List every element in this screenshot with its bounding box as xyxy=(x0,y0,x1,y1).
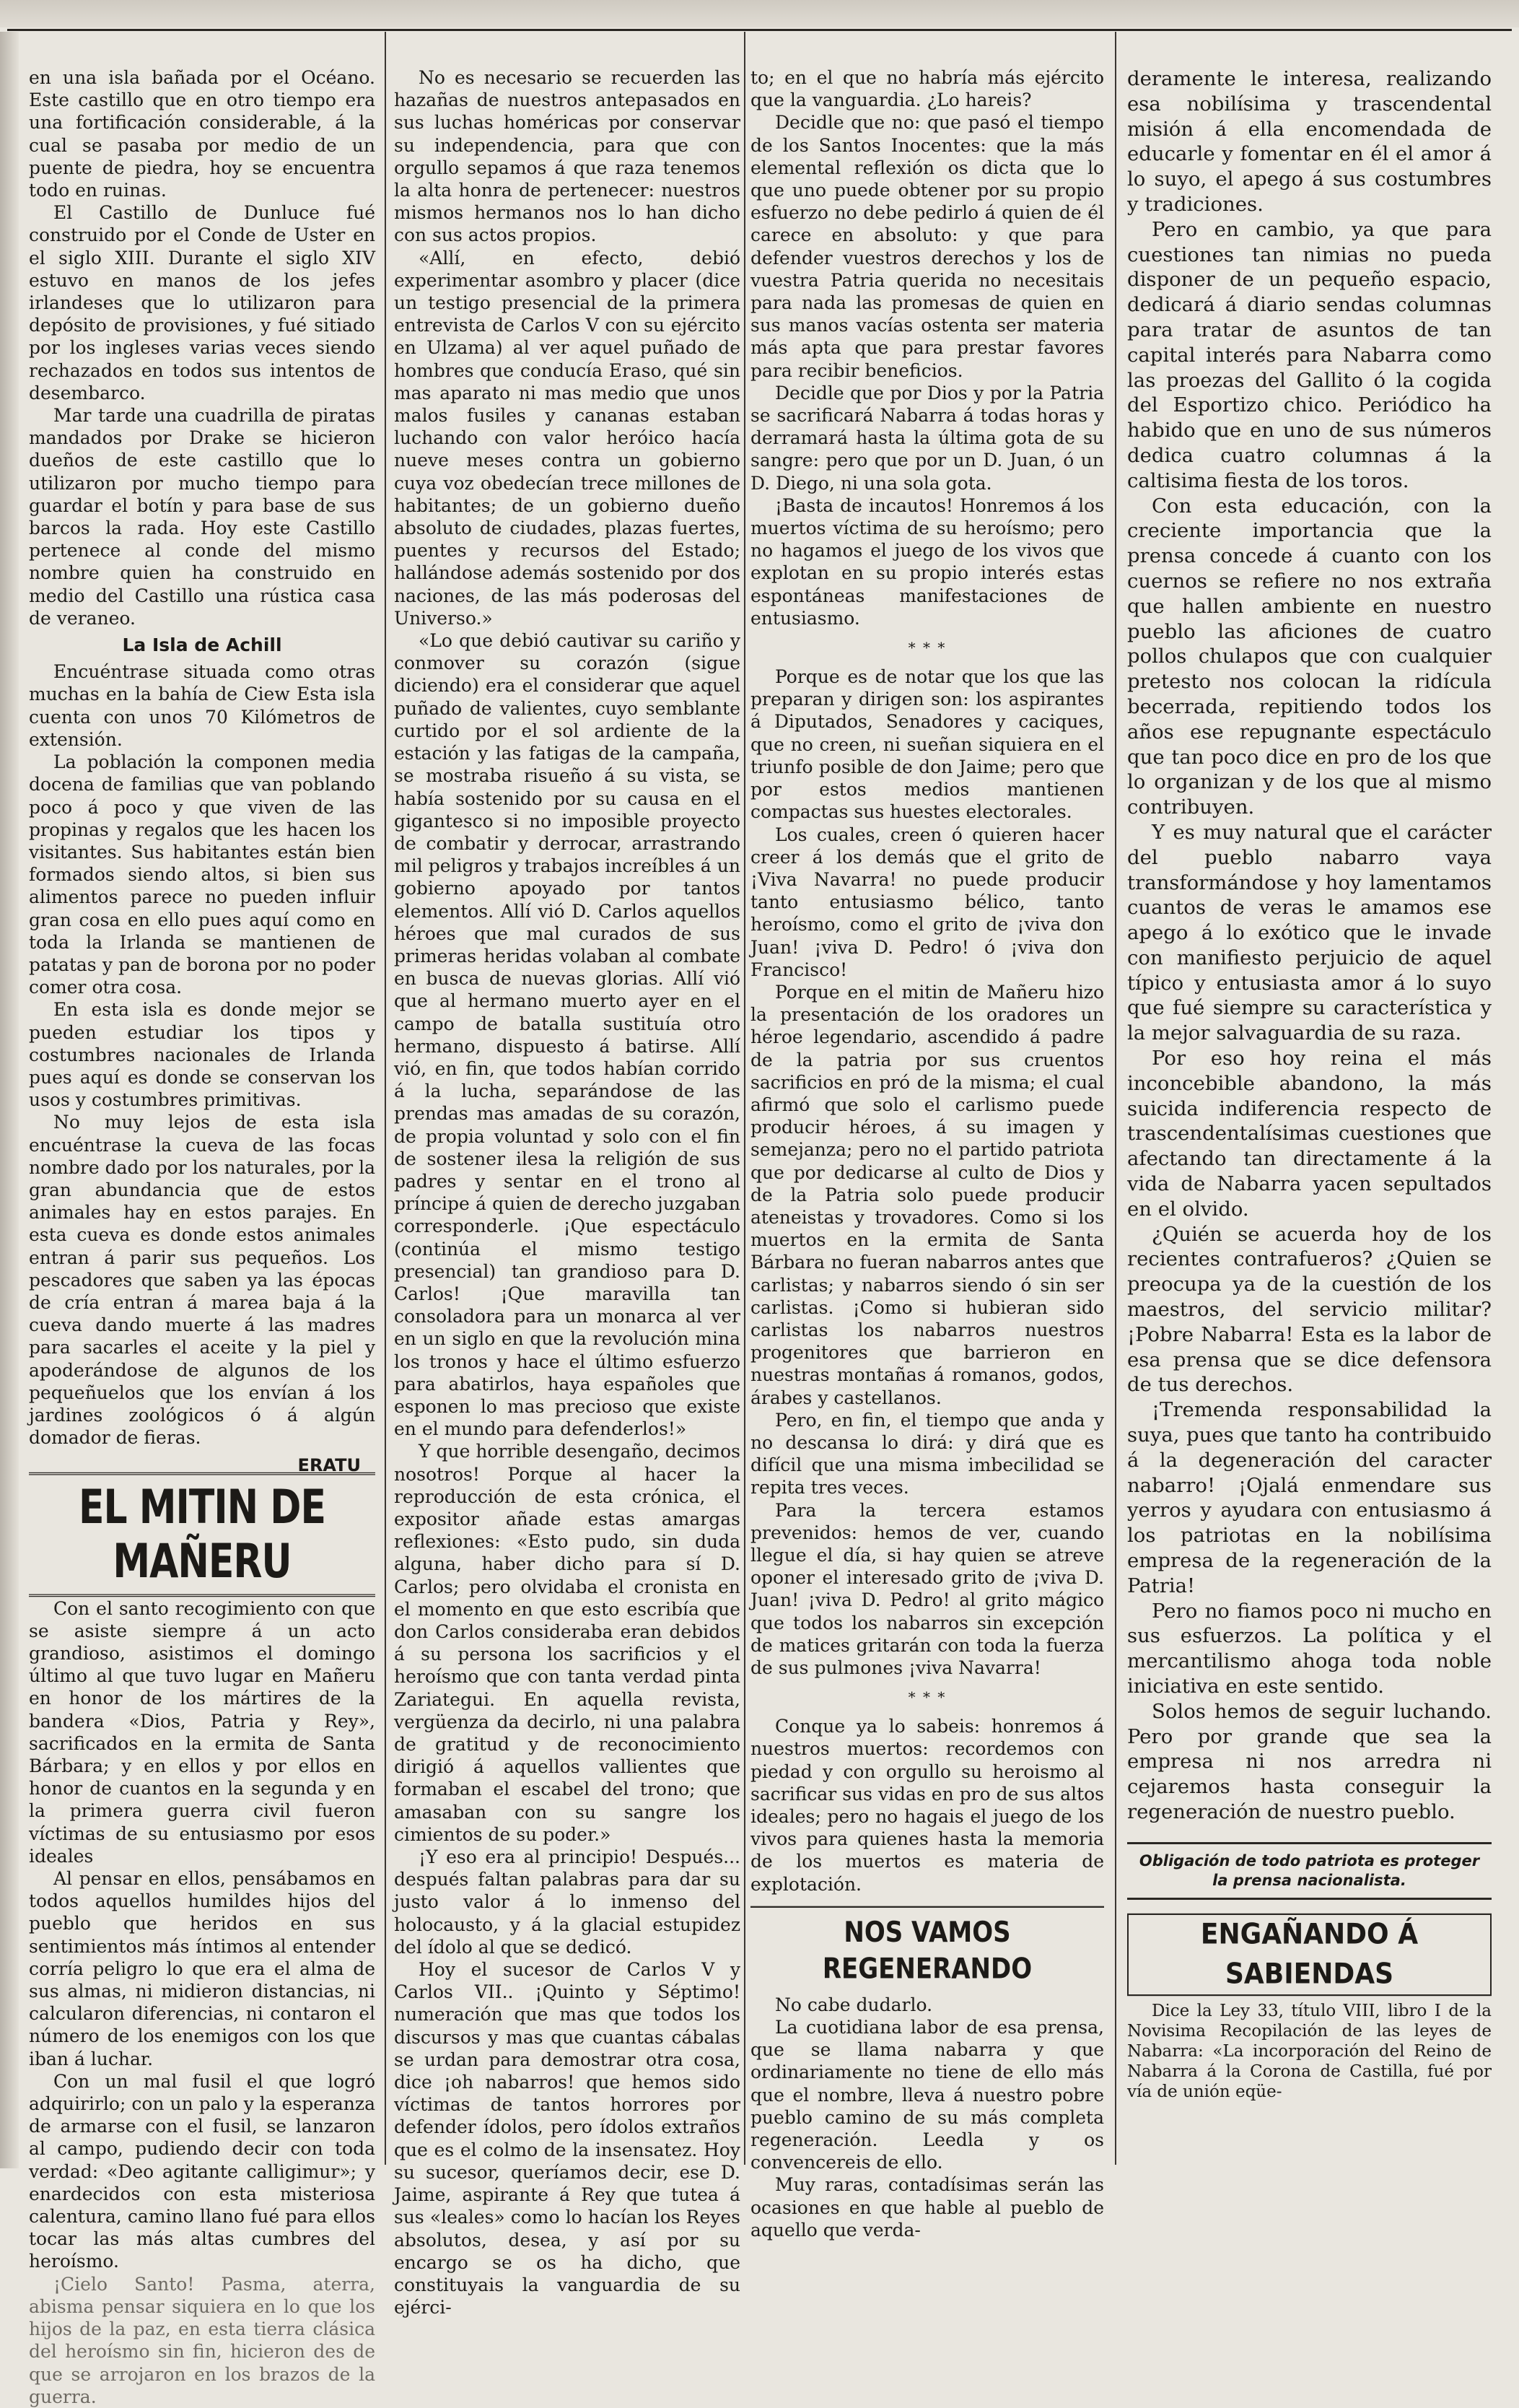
column-2 xyxy=(394,66,740,2318)
article-headline: ENGAÑANDO Á SABIENDAS xyxy=(1127,1914,1492,1996)
column-3 xyxy=(750,66,1104,2241)
boxed-notice: Obligación de todo patriota es proteger la prensa nacionalista. xyxy=(1127,1842,1492,1900)
paragraph: No muy lejos de esta isla encuéntrase la cueva de las focas nombre dado por los naturales, por la gran abundancia que de estos animales hay en estos parajes. En esta cueva es donde estos animales entran á parir sus pequeños. Los pescadores que saben ya las épocas de cría entran á marea baja á la cueva dando muerte á las madres para sacarles el aceite y la piel y apoderándose de algunos de los pequeñuelos que los envían á los jardines zoológicos ó á algún domador de fieras. xyxy=(29,1112,375,1449)
paragraph: Para la tercera estamos prevenidos: hemos de ver, cuando llegue el día, si hay quien se atreve oponer el interesado grito de ¡viva D. Juan! ¡viva D. Pedro! al grito mágico que todos los nabarros sin excepción de matices gritarán con toda la fuerza de sus pulmones ¡viva Navarra! xyxy=(750,1499,1104,1679)
column-rule-2 xyxy=(744,32,745,2165)
article-headline: EL MITIN DE MAÑERU xyxy=(29,1472,375,1597)
paragraph: «Lo que debió cautivar su cariño y conmover su corazón (sigue diciendo) era el considerar que aquel puñado de valientes, cuyo semblante curtido por el sol ardiente de la estación y las fatigas de la campaña, se mostraba risueño á su vista, se había sostenido por su causa en el gigantesco si no imposible proyecto de combatir y derrocar, arrastrando mil peligros y trabajos increíbles á un gobierno apoyado por tantos elementos. Allí vió D. Carlos aquellos héroes que mal curados de sus primeras heridas volaban al combate en busca de nuevas glorias. Allí vió que al hermano muerto ayer en el campo de batalla sustituía otro hermano, dispuesto á batirse. Allí vió, en fin, que todos habían corrido á la lucha, separándose de las prendas mas amadas de su corazón, de propia voluntad y solo con el fin de sostener ilesa la religión de sus padres y sentar en el trono al príncipe á quien de derecho juzgaban corresponderle. ¡Que espectáculo (continúa el mismo testigo presencial) tan grandioso para D. Carlos! ¡Que maravilla tan consoladora para un monarca al ver en un siglo en que la revolución mina los tronos y hace el último esfuerzo para abatirlos, haya españoles que esponen lo mas precioso que existe en el mundo para defenderlos!» xyxy=(394,630,740,1440)
paragraph: Porque es de notar que los que las preparan y dirigen son: los aspirantes á Diputados, Senadores y caciques, que no creen, ni sueñan siquiera en el triunfo posible de don Jaime; pero que por estos medios mantienen compactas sus huestes electorales. xyxy=(750,666,1104,823)
article-headline: NOS VAMOS REGENERANDO xyxy=(750,1906,1104,1987)
section-divider-asterisks: * * * xyxy=(908,639,947,657)
paragraph: to; en el que no habría más ejército que la vanguardia. ¿Lo hareis? xyxy=(750,67,1104,111)
column-1 xyxy=(29,66,375,2408)
paragraph: ¡Cielo Santo! Pasma, aterra, abisma pensar siquiera en lo que los hijos de la paz, en esta tierra clásica del heroísmo sin fin, hicieron des de que se arrojaron en los brazos de la guerra. xyxy=(29,2273,375,2407)
column-4 xyxy=(1127,66,1492,2102)
paragraph: Conque ya lo sabeis: honremos á nuestros muertos: recordemos con piedad y con orgullo su heroismo al sacrificar sus vidas en pro de sus altos ideales; pero no hagais el juego de los vivos para quienes hasta la memoria de los muertos es materia de explotación. xyxy=(750,1716,1104,1895)
paragraph: Decidle que por Dios y por la Patria se sacrificará Nabarra á todas horas y derramará hasta la última gota de su sangre: pero que por un D. Juan, ó un D. Diego, ni una sola gota. xyxy=(750,382,1104,494)
paragraph: Pero en cambio, ya que para cuestiones tan nimias no pueda disponer de un pequeño espacio, dedicará á diario sendas columnas para tratar de asuntos de tan capital interés para Nabarra como las proezas del Gallito ó la cogida del Esportizo chico. Periódico ha habido que en uno de sus números dedica cuatro columnas á la caltisima fiesta de los toros. xyxy=(1127,217,1492,492)
paragraph: El Castillo de Dunluce fué construido por el Conde de Uster en el siglo XIII. Durante el siglo XIV estuvo en manos de los jefes irlandeses que lo utilizaron para depósito de provisiones, y fué sitiado por los ingleses varias veces siendo rechazados en todos sus intentos de desembarco. xyxy=(29,202,375,403)
paragraph: No cabe dudarlo. xyxy=(775,1994,933,2015)
paragraph: Mar tarde una cuadrilla de piratas mandados por Drake se hicieron dueños de este castillo que lo utilizaron por mucho tiempo para guardar el botín y para base de sus barcos la rada. Hoy este Castillo pertenece al conde del mismo nombre quien ha construido en medio del Castillo una rústica casa de veraneo. xyxy=(29,405,375,629)
paragraph: No es necesario se recuerden las hazañas de nuestros antepasados en sus luchas homéricas por conservar su independencia, para que con orgullo sepamos á que raza tenemos la alta honra de pertenecer: nuestros mismos hermanos nos lo han dicho con sus actos propios. xyxy=(394,67,740,246)
paragraph: Con esta educación, con la creciente importancia que la prensa concede á cuanto con los cuernos se refiere no nos extraña que hallen ambiente en nuestro pueblo las aficiones de cuatro pollos chulapos que con cualquier pretesto nos colocan la ridícula becerrada, repitiendo todos los años ese repugnante espectáculo que tan poco dice en pro de los que lo organizan y de los que al mismo contribuyen. xyxy=(1127,494,1492,819)
paragraph: ¡Tremenda responsabilidad la suya, pues que tanto ha contribuido á la degeneración del caracter nabarro! ¡Ojalá enmendare sus yerros y ayudara con entusiasmo á los patriotas en la nobilísima empresa de la regeneración de la Patria! xyxy=(1127,1398,1492,1597)
author-signature: ERATU xyxy=(297,1455,361,1476)
paragraph: Decidle que no: que pasó el tiempo de los Santos Inocentes: que la más elemental reflexión os dicta que lo que uno puede obtener por su propio esfuerzo no debe pedirlo á quien de él carece en absoluto: y que para defender vuestros derechos y los de vuestra Patria querida no necesitais para nada las promesas de quien en sus manos vacías ostenta ser materia más apta que para prestar favores para recibir beneficios. xyxy=(750,112,1104,381)
column-rule-3 xyxy=(1115,32,1116,2165)
paragraph: ¡Basta de incautos! Honremos á los muertos víctima de su heroísmo; pero no hagamos el juego de los vivos que explotan en su propio interés estas espontáneas manifestaciones de entusiasmo. xyxy=(750,494,1104,629)
paragraph: Encuéntrase situada como otras muchas en la bahía de Ciew Esta isla cuenta con unos 70 Kilómetros de extensión. xyxy=(29,661,375,750)
paragraph: Los cuales, creen ó quieren hacer creer á los demás que el grito de ¡Viva Navarra! no puede producir tanto entusiasmo bélico, tanto heroísmo, como el grito de ¡viva don Juan! ¡viva D. Pedro! ó ¡viva don Francisco! xyxy=(750,824,1104,980)
left-binding-shadow xyxy=(0,32,19,2168)
paragraph: Pero no fiamos poco ni mucho en sus esfuerzos. La política y el mercantilismo ahoga toda noble iniciativa en este sentido. xyxy=(1127,1599,1492,1698)
paragraph: La cuotidiana labor de esa prensa, que se llama nabarra y que ordinariamente no tiene de ello más que el nombre, lleva á nuestro pobre pueblo camino de su más completa regeneración. Leedla y os convencereis de ello. xyxy=(750,2017,1104,2173)
page-top-edge xyxy=(0,0,1519,27)
paragraph: Porque en el mitin de Mañeru hizo la presentación de los oradores un héroe legendario, ascendido á padre de la patria por sus cruentos sacrificios en pró de la misma; el cual afirmó que solo el carlismo puede producir héroes, á su imagen y semejanza; pero no el partido patriota que por dedicarse al culto de Dios y de la Patria solo puede producir ateneistas y trovadores. Como si los muertos en la ermita de Santa Bárbara no fueran nabarros antes que carlistas; y nabarros siendo ó sin ser carlistas. ¡Como si hubieran sido carlistas los nabarros nuestros progenitores que barrieron en nuestras montañas á romanos, godos, árabes y castellanos. xyxy=(750,981,1104,1408)
paragraph: Y es muy natural que el carácter del pueblo nabarro vaya transformándose y hoy lamentamos cuantos de veras le amamos ese apego á lo exótico que le invade con manifiesto perjuicio de aquel típico y entusiasta amor á lo suyo que fué siempre su característica y la mejor salvaguardia de su raza. xyxy=(1127,820,1492,1045)
column-rule-1 xyxy=(385,32,386,2165)
paragraph: Y que horrible desengaño, decimos nosotros! Porque al hacer la reproducción de esta crónica, el expositor añade estas amargas reflexiones: «Esto pudo, sin duda alguna, haber dicho para sí D. Carlos; pero olvidaba el cronista en el momento en que esto escribía que don Carlos consideraba eran debidos á su persona los sacrificios y el heroísmo que con tanta verdad pinta Zariategui. En aquella revista, vergüenza da decirlo, ni una palabra de gratitud y de reconocimiento dirigió á aquellos vallientes que formaban el escabel del trono; que amasaban con su sangre los cimientos de su poder.» xyxy=(394,1441,740,1845)
paragraph: La población la componen media docena de familias que van poblando poco á poco y que viven de las propinas y regalos que les hacen los visitantes. Sus habitantes están bien formados siendo altos, si bien sus alimentos parece no pueden influir gran cosa en ello pues aquí como en toda la Irlanda se mantienen de patatas y pan de borona por no poder comer otra cosa. xyxy=(29,751,375,998)
paragraph: Muy raras, contadísimas serán las ocasiones en que hable al pueblo de aquello que verda- xyxy=(750,2174,1104,2241)
paragraph: «Allí, en efecto, debió experimentar asombro y placer (dice un testigo presencial de la primera entrevista de Carlos V con su ejército en Ulzama) al ver aquel puñado de hombres que conducía Eraso, qué sin mas aparato ni mas medio que unos malos fusiles y cananas estaban luchando con valor heróico hacía nueve meses contra un gobierno cuya voz obedecían trece millones de habitantes; de un gobierno dueño absoluto de ciudades, plazas fuertes, puentes y recursos del Estado; hallándose además sostenido por dos naciones, de las más poderosas del Universo.» xyxy=(394,247,740,629)
paragraph: Hoy el sucesor de Carlos V y Carlos VII.. ¡Quinto y Séptimo! numeración que mas que todos los discursos y mas que cuantas cábalas se urdan para demostrar otra cosa, dice ¡oh nabarros! que hemos sido víctimas de tantos horrores por defender ídolos, pero ídolos extraños que es el colmo de la insensatez. Hoy su sucesor, queríamos decir, ese D. Jaime, aspirante á Rey que tutea á sus «leales» como lo hacían los Reyes absolutos, desea, y así por su encargo se os ha dicho, que constituyais la vanguardia de su ejérci- xyxy=(394,1959,740,2318)
paragraph: Pero, en fin, el tiempo que anda y no descansa lo dirá: y dirá que es difícil que una misma imbecilidad se repita tres veces. xyxy=(750,1409,1104,1499)
paragraph: Con un mal fusil el que logró adquirirlo; con un palo y la esperanza de armarse con el fusil, se lanzaron al campo, pudiendo decir con toda verdad: «Deo agitante calligimur»; y enardecidos con esta misteriosa calentura, camino llano fué para ellos tocar las más altas cumbres del heroísmo. xyxy=(29,2070,375,2272)
paragraph: ¿Quién se acuerda hoy de los recientes contrafueros? ¿Quien se preocupa ya de la cuestión de los maestros, del servicio militar? ¡Pobre Nabarra! Esta es la labor de esa prensa que se dice defensora de tus derechos. xyxy=(1127,1222,1492,1397)
paragraph: Dice la Ley 33, título VIII, libro I de la Novisima Recopilación de las leyes de Nabarra: «La incorporación del Reino de Nabarra á la Corona de Castilla, fué por vía de unión eqüe- xyxy=(1127,2001,1492,2101)
section-divider-asterisks: * * * xyxy=(908,1688,947,1706)
paragraph: en una isla bañada por el Océano. Este castillo que en otro tiempo era una fortificación considerable, á la cual se pasaba por medio de un puente de piedra, hoy se encuentra todo en ruinas. xyxy=(29,67,375,201)
top-rule xyxy=(7,29,1512,31)
paragraph: Al pensar en ellos, pensábamos en todos aquellos humildes hijos del pueblo que heridos en sus sentimientos más íntimos al entender corría peligro lo que era el alma de sus almas, ni midieron distancias, ni calcularon diferencias, ni contaron el número de los enemigos con los que iban á luchar. xyxy=(29,1868,375,2069)
paragraph: Por eso hoy reina el más inconcebible abandono, la más suicida indiferencia respecto de trascendentalísimas cuestiones que afectando tan directamente á la vida de Nabarra yacen sepultados en el olvido. xyxy=(1127,1047,1492,1221)
section-subhead: La Isla de Achill xyxy=(122,634,282,656)
paragraph: deramente le interesa, realizando esa nobilísima y trascendental misión á ella encomendada de educarle y fomentar en él el amor á lo suyo, el apego á sus costumbres y tradiciones. xyxy=(1127,67,1492,216)
paragraph: Con el santo recogimiento con que se asiste siempre á un acto grandioso, asistimos el domingo último al que tuvo lugar en Mañeru en honor de los mártires de la bandera «Dios, Patria y Rey», sacrificados en la ermita de Santa Bárbara; y en ellos y por ellos en honor de cuantos en la segunda y en la primera guerra civil fueron víctimas de su entusiasmo por esos ideales xyxy=(29,1597,375,1867)
paragraph: ¡Y eso era al principio! Después... después faltan palabras para dar su justo valor á lo inmenso del holocausto, y á la glacial estupidez del ídolo al que se dedicó. xyxy=(394,1846,740,1958)
paragraph: Solos hemos de seguir luchando. Pero por grande que sea la empresa ni nos arredra ni cejaremos hasta conseguir la regeneración de nuestro pueblo. xyxy=(1127,1699,1492,1823)
paragraph: En esta isla es donde mejor se pueden estudiar los tipos y costumbres nacionales de Irlanda pues aquí es donde se conservan los usos y costumbres primitivas. xyxy=(29,999,375,1111)
